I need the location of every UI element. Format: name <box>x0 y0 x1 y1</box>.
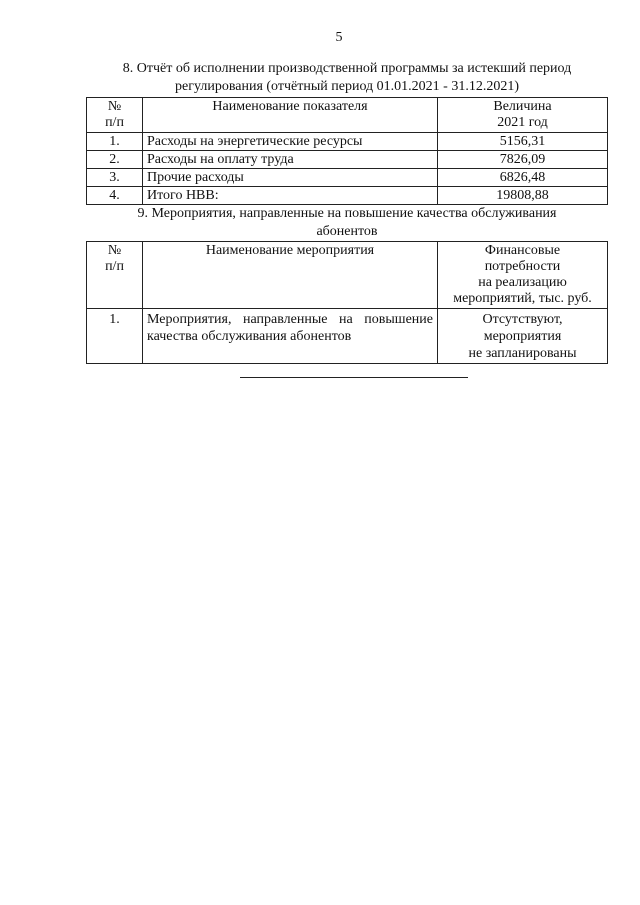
column-header-number <box>87 98 143 133</box>
row-financial-needs <box>438 309 608 364</box>
section-8-heading-line1: 8. Отчёт об исполнении производственной программы за истекший период <box>122 61 572 76</box>
row-indicator-name: Прочие расходы <box>143 169 438 187</box>
row-financial-needs-line3: не запланированы <box>468 346 577 361</box>
row-number: 1. <box>87 133 143 151</box>
column-header-measure-name <box>143 242 438 309</box>
service-quality-measures-table <box>86 241 608 364</box>
column-header-number <box>87 242 143 309</box>
column-header-financial-needs <box>438 242 608 309</box>
row-measure-name: Мероприятия, направленные на повышение качества обслуживания абонентов <box>143 309 438 364</box>
row-number: 1. <box>87 309 143 364</box>
column-header-financial-needs-line3: на реализацию <box>478 275 567 290</box>
section-8-heading-line2: регулирования (отчётный период 01.01.2021 - 31.12.2021) <box>175 79 519 94</box>
table-row <box>87 169 608 187</box>
row-indicator-name: Итого НВВ: <box>143 187 438 205</box>
row-financial-needs-line1: Отсутствуют, <box>482 312 563 327</box>
table-row <box>87 151 608 169</box>
column-header-financial-needs-line2: потребности <box>484 259 561 274</box>
column-header-number-line2: п/п <box>105 259 124 274</box>
closing-horizontal-rule <box>240 377 468 378</box>
column-header-number-line1: № <box>107 99 122 114</box>
column-header-number-line1: № <box>107 243 122 258</box>
table-row <box>87 309 608 364</box>
row-value: 7826,09 <box>438 151 608 169</box>
column-header-value-line1: Величина <box>493 99 552 114</box>
column-header-indicator-name-text: Наименование показателя <box>212 99 368 114</box>
row-value: 19808,88 <box>438 187 608 205</box>
column-header-financial-needs-line4: мероприятий, тыс. руб. <box>453 291 592 306</box>
section-9-heading-line2: абонентов <box>316 224 378 239</box>
page-number: 5 <box>335 30 343 45</box>
table-row <box>87 133 608 151</box>
row-indicator-name: Расходы на энергетические ресурсы <box>143 133 438 151</box>
column-header-number-line2: п/п <box>105 115 124 130</box>
section-9-heading-line1: 9. Мероприятия, направленные на повышение качества обслуживания <box>137 206 557 221</box>
column-header-financial-needs-line1: Финансовые <box>484 243 561 258</box>
row-number: 3. <box>87 169 143 187</box>
table-row-total <box>87 187 608 205</box>
row-number: 2. <box>87 151 143 169</box>
column-header-value <box>438 98 608 133</box>
row-indicator-name: Расходы на оплату труда <box>143 151 438 169</box>
row-value: 6826,48 <box>438 169 608 187</box>
table-header-row <box>87 242 608 309</box>
column-header-measure-name-text: Наименование мероприятия <box>205 243 375 258</box>
row-financial-needs-line2: мероприятия <box>483 329 562 344</box>
production-program-report-table <box>86 97 608 205</box>
section-8-heading <box>86 60 608 96</box>
section-9-heading <box>86 205 608 241</box>
column-header-value-line2: 2021 год <box>497 115 548 130</box>
column-header-indicator-name <box>143 98 438 133</box>
table-header-row <box>87 98 608 133</box>
row-value: 5156,31 <box>438 133 608 151</box>
row-number: 4. <box>87 187 143 205</box>
